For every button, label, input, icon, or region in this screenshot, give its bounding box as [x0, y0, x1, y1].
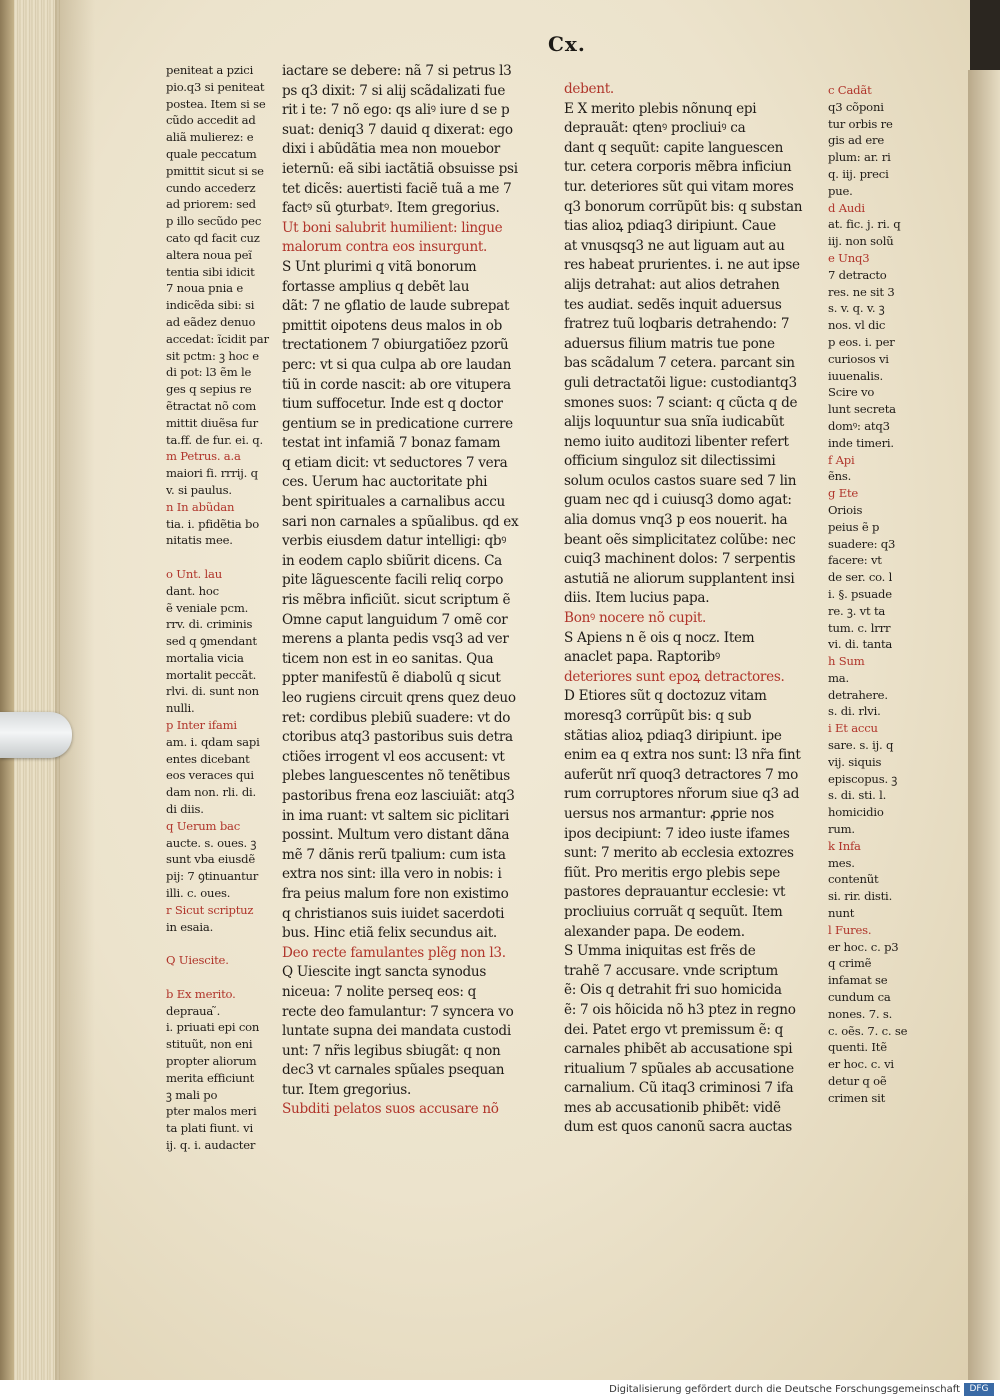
text-line: mortalit peccãt.	[166, 667, 257, 682]
text-line: cũdo accedit ad	[166, 113, 256, 128]
text-line: postea. Item si se	[166, 96, 266, 111]
text-line: illi. c. oues.	[166, 886, 231, 901]
text-line: pastores deprauantur ecclesie: vt	[564, 884, 786, 901]
text-line: g Ete	[828, 486, 859, 501]
text-line: carnalium. Cũ itaq3 criminosi 7 ifa	[564, 1080, 794, 1097]
text-line: D Etiores sũt q doctozuz vitam	[564, 688, 767, 705]
text-line: domꝰ: atq3	[828, 418, 890, 433]
text-line: c. oẽs. 7. c. se	[828, 1023, 908, 1038]
text-line: Omne caput languidum 7 omẽ cor	[282, 611, 508, 628]
text-line: ta.ff. de fur. ei. q.	[166, 432, 264, 447]
text-line: in esaia.	[166, 919, 214, 934]
text-line: niceua: 7 nolite perseq eos: q	[282, 983, 477, 1000]
text-line: 7 noua pnia e	[166, 281, 244, 296]
text-line: S Apiens n ẽ ois q nocz. Item	[564, 629, 755, 646]
text-line: p Inter ifami	[166, 718, 237, 733]
text-line: bent spirituales a carnalibus accu	[282, 494, 506, 511]
text-line: Subditi pelatos suos accusare nõ	[282, 1101, 499, 1118]
text-line: leo rugiens circuit qrens quez deuo	[282, 690, 516, 706]
text-line: factꝰ sũ ꝯturbatꝰ. Item gregorius.	[282, 200, 500, 217]
text-line	[166, 935, 276, 952]
text-line: cundo accederz	[166, 180, 256, 195]
text-line: tet dicẽs: auertisti faciẽ tuã a me 7	[282, 180, 512, 197]
text-line: ẽns.	[828, 469, 852, 484]
text-line: nitatis mee.	[166, 533, 233, 548]
text-line: gentium se in predicatione currere	[282, 415, 513, 432]
text-line: E X merito plebis nõnunq epi	[564, 100, 757, 117]
gloss-column-right	[828, 82, 938, 1107]
text-line: plum: ar. ri	[828, 150, 891, 165]
text-line: possint. Multum vero distant dãna	[282, 827, 510, 844]
text-line: s. v. q. v. ꝫ	[828, 301, 885, 316]
text-line: luntate supna dei mandata custodi	[282, 1023, 511, 1040]
text-line: dant. hoc	[166, 583, 219, 598]
text-line: suat: deniq3 7 dauid q dixerat: ego	[282, 121, 513, 138]
text-line: k Infa	[828, 838, 861, 853]
text-line: nulli.	[166, 701, 195, 716]
text-line: nemo iuito auditozi libenter refert	[564, 433, 789, 450]
text-line: Bonꝰ nocere nõ cupit.	[564, 610, 707, 627]
text-line: ipos decipiunt: 7 ideo iuste ifames	[564, 825, 790, 842]
text-line: tes audiat. sedẽs inquit aduersus	[564, 296, 782, 313]
text-line: rrv. di. criminis	[166, 617, 253, 632]
text-line: q. iij. preci	[828, 166, 889, 181]
text-line: crimen sit	[828, 1090, 886, 1105]
text-line: iactare se debere: nã 7 si petrus l3	[282, 63, 512, 79]
text-line: maiori fi. rrrij. q	[166, 466, 258, 481]
text-line: depraua ̃.	[166, 1003, 221, 1018]
text-line: am. i. qdam sapi	[166, 734, 260, 749]
text-line: trahẽ 7 accusare. vnde scriptum	[564, 962, 778, 979]
footer-credit-text: Digitalisierung gefördert durch die Deutsche Forschungsgemeinschaft	[609, 1384, 960, 1395]
text-line: diis. Item lucius papa.	[564, 590, 710, 607]
text-line: tum. c. lrrr	[828, 620, 891, 635]
text-line: homicidio	[828, 805, 884, 820]
text-line: alijs loquuntur sua snĩa iudicabũt	[564, 414, 785, 431]
text-line: Deo recte famulantes plẽg non l3.	[282, 944, 506, 961]
text-line: ctoribus atq3 pastoribus suis detra	[282, 729, 513, 746]
text-line: vi. di. tanta	[828, 637, 893, 652]
text-line: p eos. i. per	[828, 334, 895, 349]
text-line: nunt	[828, 906, 855, 921]
text-line: unt: 7 nr̃is legibus sbiugãt: q non	[282, 1042, 501, 1059]
text-line: mes ab accusationib phibẽt: vidẽ	[564, 1099, 781, 1116]
text-line: malorum contra eos insurgunt.	[282, 239, 488, 256]
text-line: tia. i. pfidẽtia bo	[166, 516, 259, 531]
text-line: ces. Uerum hac auctoritate phi	[282, 474, 488, 491]
text-line: Q Uiescite ingt sancta synodus	[282, 964, 487, 981]
text-line: facere: vt	[828, 553, 882, 568]
page-clip	[0, 712, 72, 758]
text-line: sit pctm: ꝫ hoc e	[166, 348, 259, 363]
text-line: at. fic. j. ri. q	[828, 217, 901, 232]
text-line: uersus nos armantur: ꝓprie nos	[564, 805, 774, 822]
text-line: pmittit oipotens deus malos in ob	[282, 317, 503, 334]
text-line: i. priuati epi con	[166, 1020, 260, 1035]
book-spine	[0, 0, 14, 1380]
text-line: ticem non est in eo sanitas. Qua	[282, 650, 494, 667]
text-line: p illo secũdo pec	[166, 214, 262, 229]
text-line: ris mẽbra inficiũt. sicut scriptum ẽ	[282, 592, 511, 609]
text-line: e Unq3	[828, 250, 870, 265]
text-line: ẽ veniale pcm.	[166, 600, 249, 615]
text-line: enim ea q extra nos sunt: l3 nr̃a fint	[564, 747, 801, 764]
text-line: merita efficiunt	[166, 1070, 255, 1085]
text-line: tium suffocetur. Inde est q doctor	[282, 396, 503, 413]
text-line: dei. Patet ergo vt premissum ẽ: q	[564, 1021, 784, 1038]
text-line: rit i te: 7 nõ ego: qs aliꝰ iure d se p	[282, 102, 510, 119]
text-line: testat int infamiã 7 bonaz famam	[282, 435, 501, 452]
gloss-column-left	[166, 62, 276, 1154]
text-line: deteriores sunt epoꝝ detractores.	[564, 668, 785, 685]
text-line: rum.	[828, 822, 855, 837]
text-line: contenũt	[828, 872, 879, 887]
text-line: ij. q. i. audacter	[166, 1138, 256, 1152]
text-line: stãtias alioꝝ pdiaq3 diripiunt. ipe	[564, 727, 782, 744]
text-line: indicẽda sibi: si	[166, 298, 255, 313]
text-line: dum est quos canonũ sacra auctas	[564, 1119, 792, 1136]
text-line: m Petrus. a.a	[166, 449, 241, 464]
text-line: q3 bonorum corrũpũt bis: q substan	[564, 198, 803, 215]
text-line: de ser. co. l	[828, 570, 893, 585]
text-line: S Unt plurimi q vitã bonorum	[282, 258, 477, 275]
text-line: procliuius corruãt q sequũt. Item	[564, 903, 783, 920]
text-line: ẽ: Ois q detrahit fri suo homicida	[564, 982, 782, 999]
text-line: q Uerum bac	[166, 818, 241, 833]
text-line: sare. s. ij. q	[828, 738, 894, 753]
text-line: recte deo famulantur: 7 syncera vo	[282, 1003, 514, 1020]
text-line: episcopus. ꝫ	[828, 771, 898, 786]
text-line: h Sum	[828, 654, 865, 669]
text-line: dam non. rli. di.	[166, 785, 257, 800]
folio-number: Cx.	[548, 32, 586, 56]
text-column-left	[282, 62, 552, 1120]
text-line: peius ẽ p	[828, 519, 880, 534]
text-line: ꝫ mali po	[166, 1087, 218, 1102]
text-line: pastoribus frena eoz lasciuiãt: atq3	[282, 787, 515, 804]
text-line: pue.	[828, 183, 853, 198]
text-line: ges q sepius re	[166, 382, 252, 397]
text-line: Q Uiescite.	[166, 953, 229, 968]
text-line: ritualium 7 spũales ab accusatione	[564, 1060, 794, 1077]
text-line: moresq3 corrũpũt bis: q sub	[564, 708, 752, 724]
text-line: mittit diuẽsa fur	[166, 415, 258, 430]
text-line: q christianos suis iuidet sacerdoti	[282, 905, 505, 922]
text-line: sunt: 7 merito ab ecclesia extozres	[564, 845, 794, 862]
text-line: vij. siquis	[828, 754, 882, 769]
text-line: debent.	[564, 81, 614, 97]
text-line: fratrez tuũ loqbaris detrahendo: 7	[564, 316, 790, 333]
text-line: dixi i abũdãtia mea non mouebor	[282, 141, 500, 158]
text-line: lunt secreta	[828, 402, 896, 417]
text-line: cato qd facit cuz	[166, 230, 260, 245]
text-line: dec3 vt carnales spũales psequan	[282, 1062, 505, 1079]
text-line: curiosos vi	[828, 351, 889, 366]
text-line: n In abũdan	[166, 499, 235, 514]
text-line: tur. deteriores sũt qui vitam mores	[564, 178, 794, 195]
text-line: i Et accu	[828, 721, 878, 736]
text-line: di diis.	[166, 802, 204, 817]
text-line: er hoc. c. p3	[828, 939, 899, 954]
text-line: ta plati fiunt. vi	[166, 1121, 253, 1136]
dfg-logo: DFG	[964, 1383, 994, 1396]
text-line: b Ex merito.	[166, 986, 236, 1001]
text-line: fiũt. Pro meritis ergo plebis sepe	[564, 864, 781, 881]
text-line: res habeat prurientes. i. ne aut ipse	[564, 257, 800, 274]
text-line: quenti. Itẽ	[828, 1040, 887, 1055]
text-line: ret: cordibus plebiũ suadere: vt do	[282, 709, 511, 726]
text-line: Scire vo	[828, 385, 875, 400]
text-line: pmittit sicut si se	[166, 163, 264, 178]
text-line: peniteat a pzici	[166, 63, 254, 77]
text-line: alexander papa. De eodem.	[564, 923, 745, 940]
text-line: sari non carnales a spũalibus. qd ex	[282, 513, 519, 530]
text-line: ad priorem: sed	[166, 197, 256, 212]
text-line: sunt vba eiusdẽ	[166, 852, 256, 867]
text-line: mẽ 7 dãnis rerũ tpalium: cum ista	[282, 846, 506, 863]
text-line: ẽtractat nõ com	[166, 398, 256, 413]
text-line: carnales phibẽt ab accusatione spi	[564, 1041, 793, 1058]
text-line: anaclet papa. Raptoribꝰ	[564, 649, 720, 666]
gutter-shadow	[55, 0, 95, 1380]
text-line: aucte. s. oues. ꝫ	[166, 835, 257, 850]
text-line: solum oculos castos suare sed 7 lin	[564, 472, 797, 489]
text-line: re. ꝫ. vt ta	[828, 603, 886, 618]
text-line: pij: 7 ꝯtinuantur	[166, 869, 259, 884]
text-line: tur. Item gregorius.	[282, 1081, 411, 1098]
text-line: alijs detrahat: aut alios detrahen	[564, 276, 780, 293]
text-line: nos. vl dic	[828, 318, 886, 333]
text-line: rlvi. di. sunt non	[166, 684, 259, 699]
text-line: ad eãdez denuo	[166, 314, 256, 329]
text-line: detrahere.	[828, 687, 888, 702]
text-column-right	[564, 80, 828, 1138]
text-line: rum corruptores nr̃orum siue q3 ad	[564, 786, 800, 803]
text-line: S Umma iniquitas est frẽs de	[564, 943, 756, 960]
text-line: accedat: ĩcidit par	[166, 331, 269, 346]
text-line: aliã mulierez: e	[166, 130, 254, 145]
text-line: alia domus vnq3 p eos nouerit. ha	[564, 512, 788, 529]
text-line: Oriois	[828, 502, 863, 517]
text-line: l Fures.	[828, 922, 872, 937]
text-line: verbis eiusdem datur intelligi: qbꝰ	[282, 533, 507, 550]
text-line: er hoc. c. vi	[828, 1057, 894, 1072]
text-line: ps q3 dixit: 7 si alij scãdalizati fue	[282, 82, 506, 99]
text-line: guam nec qd i cuiusq3 domo agat:	[564, 492, 792, 509]
text-line: iij. non solũ	[828, 234, 894, 249]
text-line: sed q ꝯmendant	[166, 634, 257, 649]
text-line: di pot: l3 ẽm le	[166, 365, 252, 380]
text-line: ctiões irrogent vl eos accusent: vt	[282, 748, 505, 765]
text-line: f Api	[828, 452, 855, 467]
text-line: guli detractatõi ligue: custodiantq3	[564, 374, 797, 391]
text-line: q3 cõponi	[828, 99, 884, 114]
text-line: bas scãdalum 7 cetera. parcant sin	[564, 355, 795, 372]
text-line: suadere: q3	[828, 536, 896, 551]
text-line: ppter manifestũ ẽ diabolũ q sicut	[282, 670, 501, 687]
text-line: gis ad ere	[828, 133, 885, 148]
text-line: nones. 7. s.	[828, 1006, 893, 1021]
facing-page-edge	[968, 70, 1000, 1380]
text-line: officium singuloz sit dilectissimi	[564, 453, 776, 470]
text-line: ẽ: 7 ois hõicida nõ h3 ptez in regno	[564, 1001, 796, 1018]
text-line	[166, 549, 276, 566]
text-line: in ima ruant: vt saltem sic piclitari	[282, 807, 510, 824]
text-line: 7 detracto	[828, 267, 887, 282]
text-line: tias alioꝝ pdiaq3 diripiunt. Caue	[564, 218, 776, 235]
digitization-footer	[0, 1380, 1000, 1400]
text-line: d Audi	[828, 200, 865, 215]
text-line	[166, 969, 276, 986]
text-line: smones suos: 7 sciant: q cũcta q de	[564, 394, 798, 411]
text-line: v. si paulus.	[166, 482, 232, 497]
text-line: quale peccatum	[166, 146, 257, 161]
text-line: propter aliorum	[166, 1054, 257, 1069]
text-line: tentia sibi idicit	[166, 264, 255, 279]
text-line: ieternũ: eã sibi iactãtiã obsuisse psi	[282, 160, 518, 177]
text-line: in eodem caplo sbiũrit dicens. Ca	[282, 552, 502, 569]
text-line: dãt: 7 ne ꝯflatio de laude subrepat	[282, 298, 510, 315]
text-line: mortalia vicia	[166, 650, 244, 665]
text-line: trectationem 7 obiurgatiõez pzorũ	[282, 337, 509, 354]
text-line: eos veraces qui	[166, 768, 254, 783]
text-line: deprauãt: qtenꝰ procliuiꝰ ca	[564, 120, 746, 137]
text-line: ma.	[828, 670, 849, 685]
text-line: plebes languescentes nõ tenẽtibus	[282, 768, 510, 785]
text-line: auferũt nrĩ quoq3 detractores 7 mo	[564, 766, 798, 783]
text-line: astutiã ne aliorum supplantent insi	[564, 570, 795, 587]
text-line: s. di. rlvi.	[828, 704, 881, 719]
text-line: s. di. sti. l.	[828, 788, 887, 803]
text-line: at vnusqsq3 ne aut liguam aut au	[564, 237, 785, 254]
text-line: altera noua peĩ	[166, 247, 252, 262]
text-line: Ut boni salubrit humilient: lingue	[282, 219, 503, 236]
text-line: bus. Hinc etiã felix secundus ait.	[282, 925, 497, 942]
text-line: fortasse amplius q debẽt lau	[282, 278, 470, 295]
text-line: stituũt, non eni	[166, 1037, 253, 1052]
text-line: fra peius malum fore non existimo	[282, 885, 509, 902]
text-line: res. ne sit 3	[828, 284, 895, 299]
text-line: pter malos meri	[166, 1104, 257, 1119]
text-line: pite lãguescente facili reliq corpo	[282, 572, 504, 589]
text-line: pio.q3 si peniteat	[166, 79, 265, 94]
text-line: cuiq3 machinent dolos: 7 serpentis	[564, 551, 796, 568]
text-line: mes.	[828, 855, 855, 870]
text-line: tur. cetera corporis mẽbra inficiun	[564, 159, 792, 176]
text-line: r Sicut scriptuz	[166, 902, 254, 917]
text-line: entes dicebant	[166, 751, 250, 766]
text-line: extra nos sint: illa vero in nobis: i	[282, 866, 502, 883]
text-line: dant q sequũt: capite languescen	[564, 139, 784, 156]
text-line: perc: vt si qua culpa ab ore laudan	[282, 356, 512, 373]
text-line: beant oẽs simplicitatez colũbe: nec	[564, 531, 796, 548]
text-line: tur orbis re	[828, 116, 893, 131]
text-line: iuuenalis.	[828, 368, 883, 383]
text-line: q etiam dicit: vt seductores 7 vera	[282, 454, 508, 471]
text-line: i. §. psuade	[828, 586, 892, 601]
text-line: aduersus filium matris tue pone	[564, 335, 775, 352]
text-line: o Unt. lau	[166, 566, 223, 581]
text-line: merens a planta pedis vsq3 ad ver	[282, 631, 509, 648]
text-line: detur q oẽ	[828, 1074, 887, 1089]
text-line: si. rir. disti.	[828, 889, 893, 904]
text-line: tiũ in corde nascit: ab ore vitupera	[282, 376, 511, 393]
text-line: q crimẽ	[828, 956, 872, 971]
text-line: infamat se	[828, 973, 888, 988]
text-line: cundum ca	[828, 990, 891, 1005]
text-line: inde timeri.	[828, 435, 894, 450]
text-line: c Cadãt	[828, 83, 872, 97]
